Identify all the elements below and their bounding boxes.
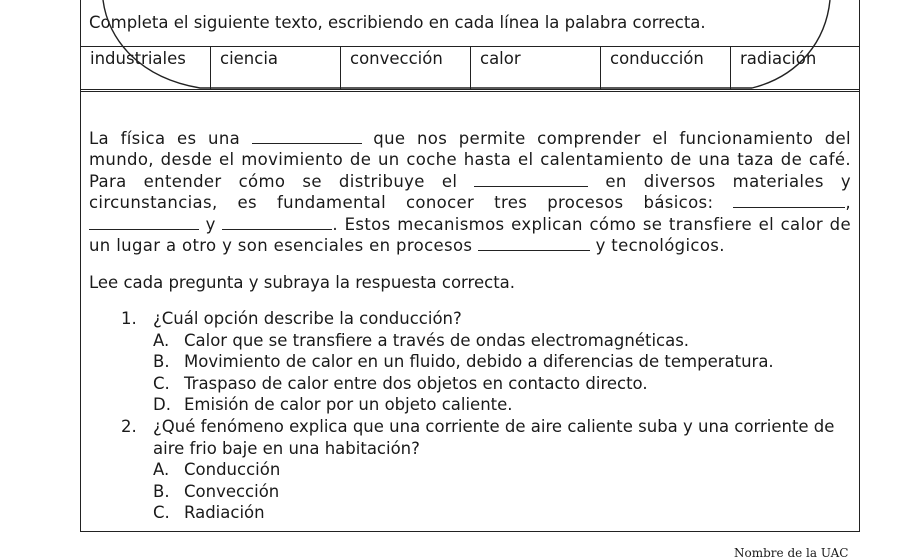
answer-blank[interactable] — [222, 216, 332, 230]
paragraph-text: en diversos materiales y circunstancias, es fundamental conocer tres procesos básicos: — [89, 171, 851, 213]
option-text[interactable]: Traspaso de calor entre dos objetos en contacto directo. — [184, 374, 648, 393]
option-letter: B. — [153, 482, 170, 501]
option-letter: C. — [153, 374, 170, 393]
word-bank-cell: convección — [341, 47, 471, 90]
question-1 — [121, 308, 851, 330]
option-letter: B. — [153, 352, 170, 371]
answer-option[interactable] — [153, 373, 648, 395]
option-text[interactable]: Convección — [184, 482, 280, 501]
instruction-text: Completa el siguiente texto, escribiendo en cada línea la palabra correcta. — [89, 13, 706, 32]
word-bank-cell: ciencia — [211, 47, 341, 90]
fill-in-paragraph — [89, 128, 851, 256]
paragraph-text: , — [845, 193, 851, 213]
answer-blank[interactable] — [733, 194, 845, 208]
answer-option[interactable] — [153, 481, 279, 503]
answer-blank[interactable] — [474, 173, 588, 187]
word-bank-cell: calor — [471, 47, 601, 90]
word-bank-cell: radiación — [731, 47, 860, 90]
word-bank-table — [80, 46, 860, 90]
question-number: 2. — [121, 417, 137, 436]
option-text[interactable]: Conducción — [184, 460, 281, 479]
option-letter: C. — [153, 503, 170, 522]
footer-label: Nombre de la UAC — [734, 546, 849, 560]
answer-option[interactable] — [153, 394, 513, 416]
answer-blank[interactable] — [252, 130, 362, 144]
option-letter: A. — [153, 460, 170, 479]
answer-blank[interactable] — [478, 237, 590, 251]
question-number: 1. — [121, 309, 137, 328]
option-letter: A. — [153, 331, 170, 350]
option-text[interactable]: Movimiento de calor en un fluido, debido a diferencias de temperatura. — [184, 352, 774, 371]
option-text[interactable]: Radiación — [184, 503, 265, 522]
option-letter: D. — [153, 395, 171, 414]
word-bank-cell: industriales — [81, 47, 211, 90]
paragraph-text: y — [205, 214, 216, 234]
word-bank-divider — [80, 91, 860, 92]
paragraph-text: y tecnológicos. — [595, 236, 725, 256]
paragraph-text: . Estos mecanismos explican cómo se transfiere el calor de un lugar a otro y son esenciales en procesos — [89, 214, 851, 256]
answer-blank[interactable] — [89, 216, 199, 230]
questions-instruction: Lee cada pregunta y subraya la respuesta correcta. — [89, 273, 516, 292]
paragraph-text: La física es una — [89, 129, 241, 148]
option-text[interactable]: Emisión de calor por un objeto caliente. — [184, 395, 513, 414]
question-text: ¿Qué fenómeno explica que una corriente de aire caliente suba y una corriente de aire frio baje en una habitación? — [153, 417, 835, 458]
answer-option[interactable] — [153, 459, 280, 481]
answer-option[interactable] — [153, 330, 689, 352]
question-text: ¿Cuál opción describe la conducción? — [153, 309, 462, 328]
word-bank-cell: conducción — [601, 47, 731, 90]
answer-option[interactable] — [153, 351, 774, 373]
paragraph-text: que nos permite comprender el funcionamiento del mundo, desde el movimiento de un coche hasta el calentamiento de una taza de café. Para entender cómo se distribuye el — [89, 129, 851, 191]
answer-option[interactable] — [153, 502, 265, 524]
question-2 — [121, 416, 851, 460]
option-text[interactable]: Calor que se transfiere a través de ondas electromagnéticas. — [184, 331, 690, 350]
